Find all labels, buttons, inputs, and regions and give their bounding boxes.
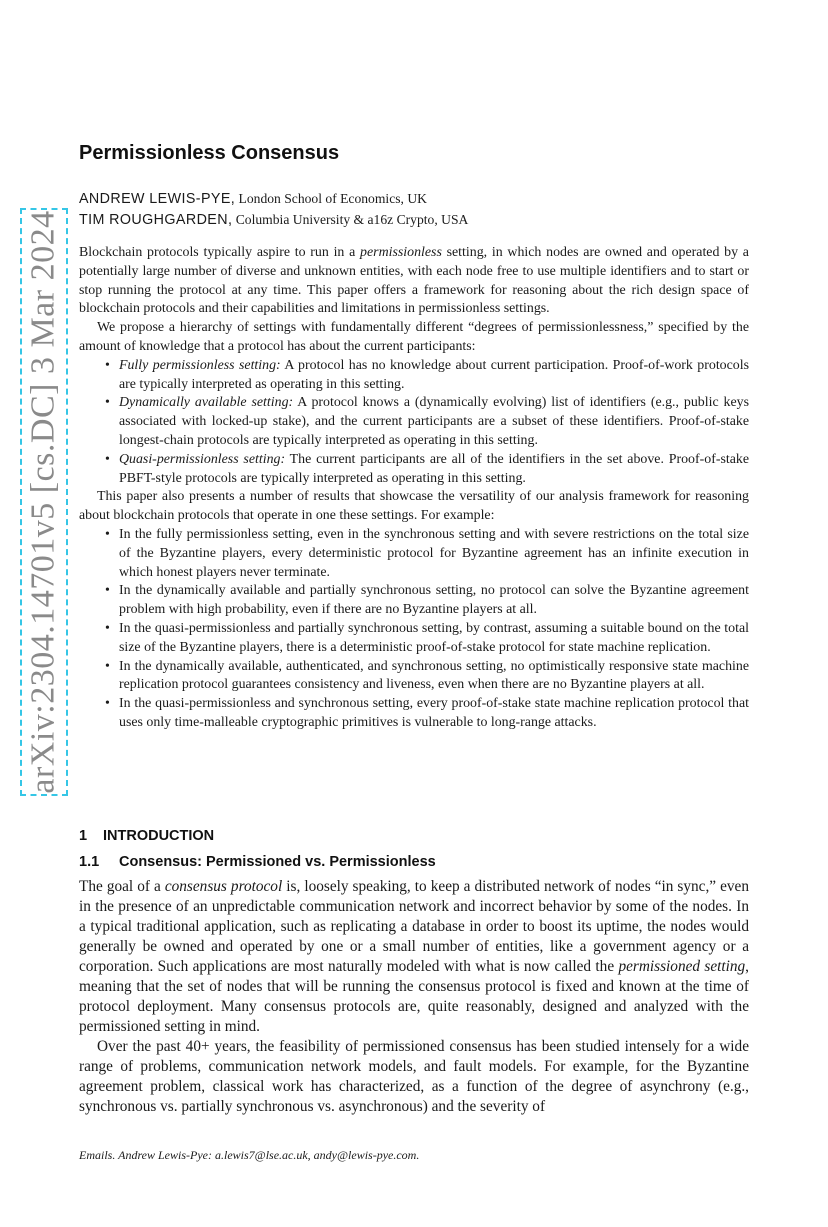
setting-description: A protocol has no knowledge about current participation. Proof-of-work protocols are typically interpreted as operating in this setting.	[119, 357, 750, 392]
author-2-affiliation: Columbia University & a16z Crypto, USA	[232, 212, 469, 227]
list-item	[119, 394, 749, 450]
author-1-affiliation: London School of Economics, UK	[235, 191, 427, 206]
arxiv-identifier: arXiv:2304.14701v5 [cs.DC] 3 Mar 2024	[25, 210, 63, 794]
list-item: • In the quasi-permissionless and partially synchronous setting, by contrast, assuming a suitable bound on the total size of the Byzantine players, there is a deterministic proof-of-stake protocol for state machine replication.	[119, 620, 749, 658]
list-item: • In the dynamically available, authenticated, and synchronous setting, no optimistically responsive state machine replication protocol guarantees consistency and liveness, even when there are no Byzantine players at all.	[119, 658, 749, 696]
abstract-text: Blockchain protocols typically aspire to run in a	[79, 245, 361, 260]
author-2	[79, 212, 468, 228]
list-item: • In the fully permissionless setting, even in the synchronous setting and with severe restrictions on the total size of the Byzantine players, every deterministic protocol for Byzantine agreement has an infinite execution in which honest players never terminate.	[119, 526, 749, 582]
list-item: • In the quasi-permissionless and synchronous setting, every proof-of-stake state machine replication protocol that uses only time-malleable cryptographic primitives is vulnerable to long-range attacks.	[119, 695, 749, 733]
results-list	[79, 526, 749, 733]
footnote-emails: Emails. Andrew Lewis-Pye: a.lewis7@lse.ac.uk, andy@lewis-pye.com.	[79, 1148, 420, 1162]
abstract-paragraph-1	[79, 244, 749, 319]
setting-term: Quasi-permissionless setting:	[119, 451, 286, 467]
body-emphasis: permissioned setting	[618, 958, 746, 975]
section-heading	[79, 828, 214, 844]
intro-paragraph-2: Over the past 40+ years, the feasibility of permissioned consensus has been studied intensely for a wide range of problems, communication network models, and fault models. For example, for the Byzantine agreement problem, classical work has characterized, as a function of the degree of asynchrony (e.g., synchronous vs. partially synchronous vs. asynchronous) and the severity of	[79, 1038, 749, 1115]
intro-paragraph-1	[79, 877, 749, 1037]
list-item: • In the dynamically available and partially synchronous setting, no protocol can solve the Byzantine agreement problem with high probability, even if there are no Byzantine players at all.	[119, 582, 749, 620]
abstract-paragraph-2: We propose a hierarchy of settings with fundamentally different “degrees of permissionlessness,” specified by the amount of knowledge that a protocol has about the current participants:	[79, 320, 749, 354]
setting-term: Dynamically available setting:	[119, 395, 294, 411]
body-emphasis: consensus protocol	[164, 878, 283, 895]
section-number: 1	[79, 828, 88, 844]
abstract	[79, 244, 749, 733]
abstract-emphasis: permissionless	[360, 245, 442, 260]
arxiv-identifier-stamp	[20, 208, 68, 796]
introduction-body	[79, 877, 749, 1117]
setting-description: A protocol knows a (dynamically evolving) list of identifiers (e.g., public keys associated with locked-up stake), and the current participants are a subset of these identifiers. Proof-of-stake longest-chain protocols are typically interpreted as operating in this setting.	[119, 395, 749, 448]
author-1-name: ANDREW LEWIS-PYE,	[79, 191, 236, 207]
author-1	[79, 191, 427, 207]
abstract-paragraph-3: This paper also presents a number of results that showcase the versatility of our analysis framework for reasoning about blockchain protocols that operate in one these settings. For example:	[79, 489, 749, 524]
author-2-name: TIM ROUGHGARDEN,	[79, 212, 233, 228]
body-text: The goal of a	[79, 878, 165, 895]
paper-title: Permissionless Consensus	[79, 142, 340, 164]
subsection-title: Consensus: Permissioned vs. Permissionless	[119, 854, 436, 870]
abstract-text: setting, in which nodes are owned and operated by a potentially large number of diverse and unknown entities, with each node free to use multiple identifiers and to start or stop running the protocol at any time. This paper offers a framework for reasoning about the rich design space of blockchain protocols and their capabilities and limitations in permissionless settings.	[79, 245, 749, 317]
body-text: is, loosely speaking, to keep a distributed network of nodes “in sync,” even in the presence of an unpredictable communication network and incorrect behavior by some of the nodes. In a typical traditional application, such as replicating a database in order to boost its uptime, the nodes would generally be owned and operated by one or a small number of entities, like a government agency or a corporation. Such applications are most naturally modeled with what is now called the	[79, 878, 749, 975]
subsection-heading	[79, 854, 436, 870]
section-title: INTRODUCTION	[103, 828, 215, 844]
setting-description: The current participants are all of the identifiers in the set above. Proof-of-stake PBFT-style protocols are typically interpreted as operating in this setting.	[119, 451, 749, 486]
subsection-number: 1.1	[79, 854, 100, 870]
body-text: , meaning that the set of nodes that will be running the consensus protocol is fixed and known at the time of protocol deployment. Many consensus protocols are, quite reasonably, designed and analyzed with the permissioned setting in mind.	[79, 958, 749, 1035]
list-item	[119, 357, 749, 395]
settings-list	[79, 357, 749, 489]
setting-term: Fully permissionless setting:	[119, 357, 281, 373]
list-item	[119, 451, 749, 489]
